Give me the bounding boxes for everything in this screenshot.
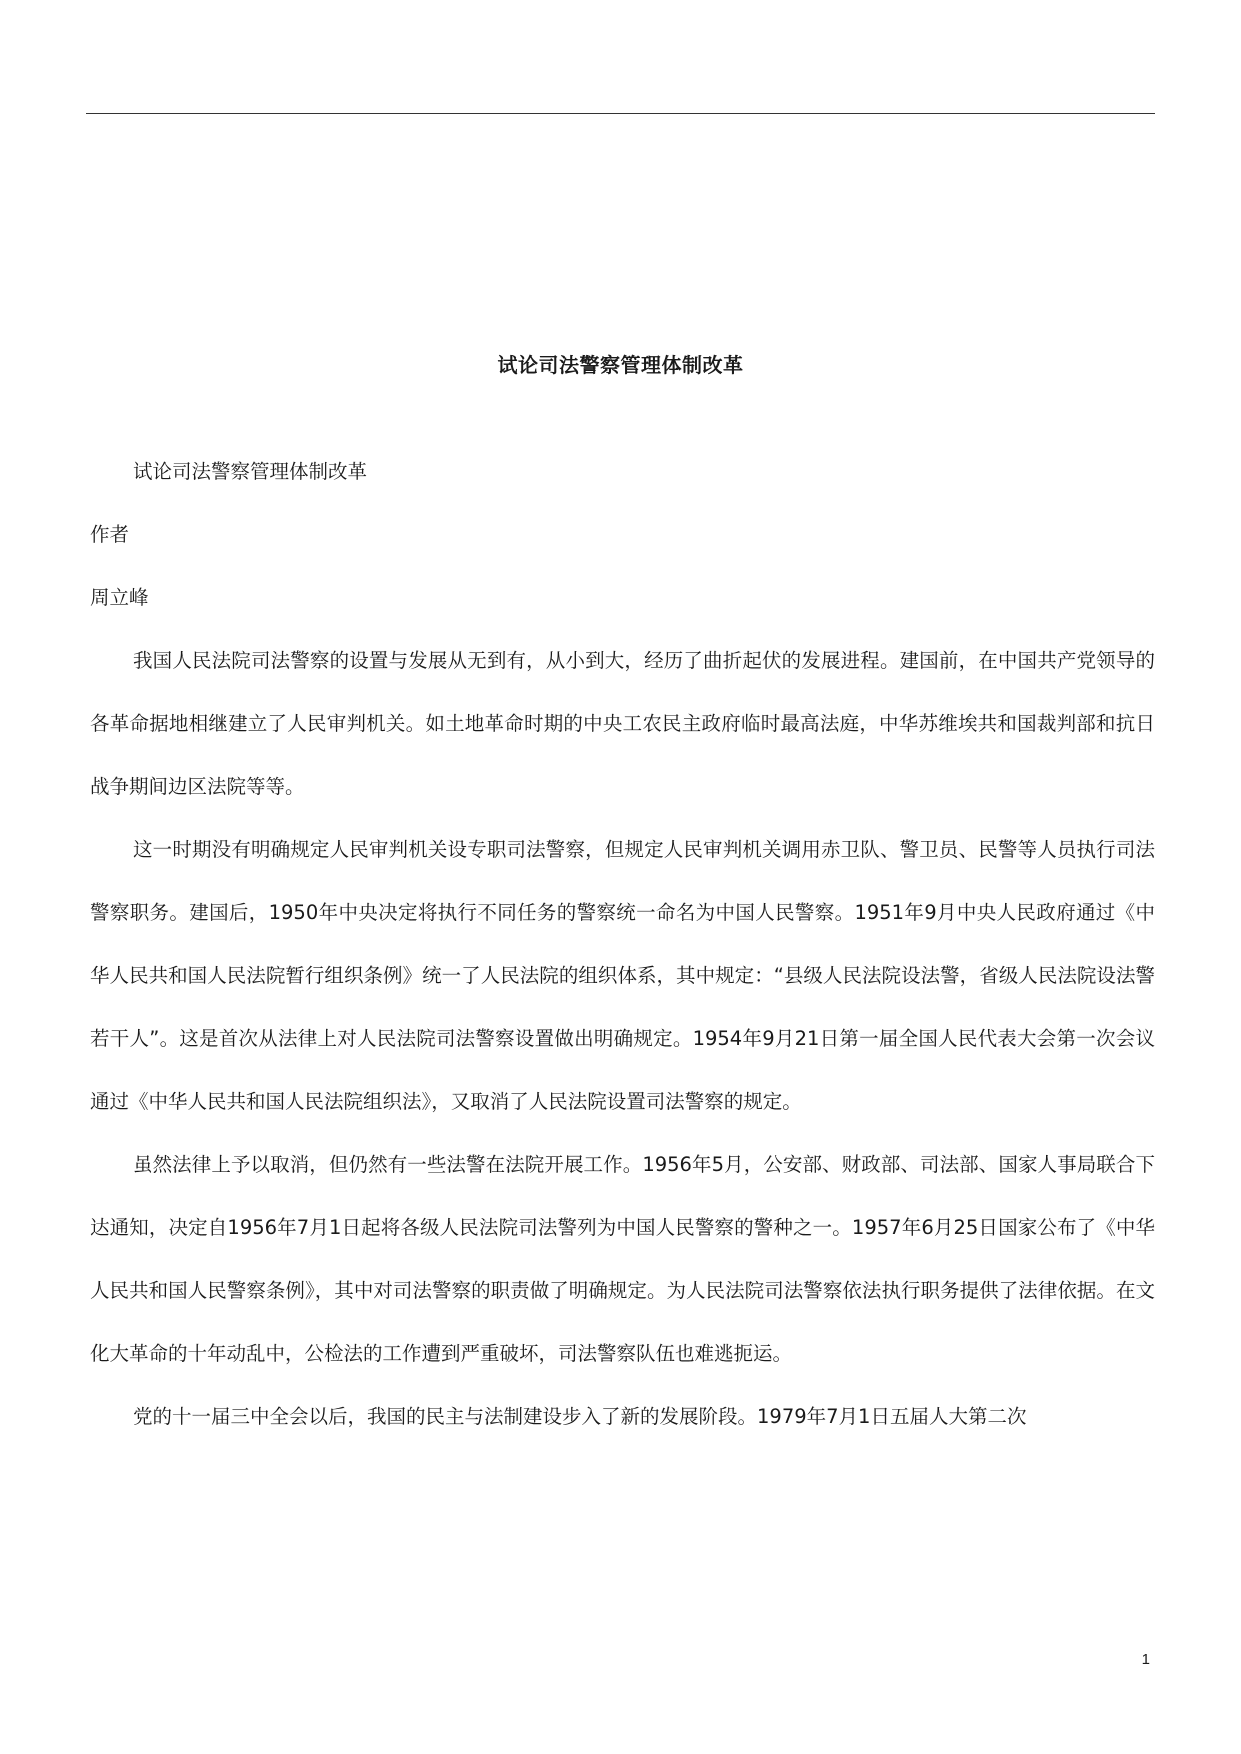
paragraph-author-name: 周立峰: [90, 586, 149, 609]
header-rule: [86, 113, 1155, 114]
paragraph-body: 这一时期没有明确规定人民审判机关设专职司法警察，但规定人民审判机关调用赤卫队、警卫员、民警等人员执行司法警察职务。建国后，1950年中央决定将执行不同任务的警察统一命名为中国人民警察。1951年9月中央人民政府通过《中华人民共和国人民法院暂行组织条例》统一了人民法院的组织体系，其中规定：“县级人民法院设法警，省级人民法院设法警若干人”。这是首次从法律上对人民法院司法警察设置做出明确规定。1954年9月21日第一届全国人民代表大会第一次会议通过《中华人民共和国人民法院组织法》，又取消了人民法院设置司法警察的规定。: [90, 838, 1155, 1113]
paragraph-body: 我国人民法院司法警察的设置与发展从无到有，从小到大，经历了曲折起伏的发展进程。建国前，在中国共产党领导的各革命据地相继建立了人民审判机关。如土地革命时期的中央工农民主政府临时最高法庭，中华苏维埃共和国裁判部和抗日战争期间边区法院等等。: [90, 649, 1155, 798]
paragraph-body: 虽然法律上予以取消，但仍然有一些法警在法院开展工作。1956年5月，公安部、财政部、司法部、国家人事局联合下达通知，决定自1956年7月1日起将各级人民法院司法警列为中国人民警察的警种之一。1957年6月25日国家公布了《中华人民共和国人民警察条例》，其中对司法警察的职责做了明确规定。为人民法院司法警察依法执行职务提供了法律依据。在文化大革命的十年动乱中，公检法的工作遭到严重破坏，司法警察队伍也难逃扼运。: [90, 1153, 1155, 1365]
document-body: [90, 440, 1155, 1448]
paragraph-subtitle: 试论司法警察管理体制改革: [133, 460, 368, 483]
paragraph-body: 党的十一届三中全会以后，我国的民主与法制建设步入了新的发展阶段。1979年7月1日五届人大第二次: [133, 1405, 1027, 1428]
page-number: 1: [1141, 1651, 1150, 1668]
document-title: 试论司法警察管理体制改革: [497, 353, 744, 377]
paragraph-author-label: 作者: [90, 523, 130, 546]
